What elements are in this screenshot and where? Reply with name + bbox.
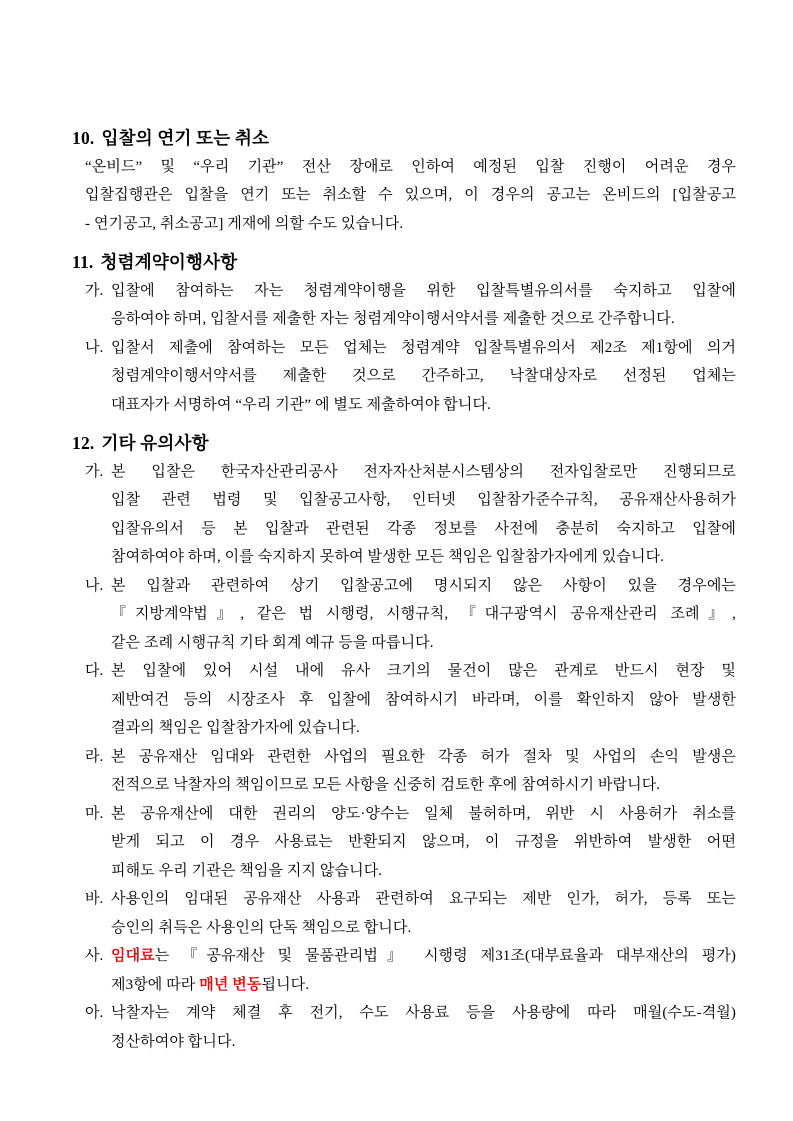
section-number: 10. [72,128,95,148]
text-line: 응하여야 하며, 입찰서를 제출한 자는 청렴계약이행서약서를 제출한 것으로 간주합니다. [111,311,675,327]
section-11 [72,248,736,419]
item-marker: 가. [85,463,104,480]
text-line: 제반여건 등의 시장조사 후 입찰에 참여하시기 바라며, 이를 확인하지 않아 발생한 [111,691,736,708]
list-item [85,334,736,420]
text-line: 입찰 관련 법령 및 입찰공고사항, 인터넷 입찰참가준수규칙, 공유재산사용허가 [111,492,736,508]
text-segment: 는 『공유재산 및 물품관리법』 시행령 제31조(대부료율과 대부재산의 평가) [154,948,736,964]
item-list [85,458,736,1057]
text-line: 입찰유의서 등 본 입찰과 관련된 각종 정보를 사전에 충분히 숙지하고 입찰에 [111,520,736,537]
item-marker: 사. [85,948,104,964]
text-line: 받게 되고 이 경우 사용료는 반환되지 않으며, 이 규정을 위반하여 발생한 어떤 [111,834,736,850]
item-body [111,942,736,999]
text-line: 참여하여야 하며, 이를 숙지하지 못하여 발생한 모든 책임은 입찰참가자에게 있습니다. [111,549,665,565]
text-line: 입찰집행관은 입찰을 연기 또는 취소할 수 있으며, 이 경우의 공고는 온비드의 [입찰공고 [85,187,736,203]
text-line: 『지방계약법』, 같은 법 시행령, 시행규칙, 『대구광역시 공유재산관리 조례』, [111,606,736,622]
text-line: “온비드” 및 “우리 기관” 전산 장애로 인하여 예정된 입찰 진행이 어려운 경우 [85,158,736,175]
list-item [85,743,736,800]
item-body [111,885,736,942]
list-item [85,885,736,942]
text-line: 청렴계약이행서약서를 제출한 것으로 간주하고, 낙찰대상자로 선정된 업체는 [111,368,736,384]
text-line: 정산하여야 합니다. [111,1033,236,1050]
text-line: 본 입찰은 한국자산관리공사 전자자산처분시스템상의 전자입찰로만 진행되므로 [111,463,736,480]
item-marker: 라. [85,748,104,765]
item-marker: 가. [85,282,104,299]
text-line: 같은 조례 시행규칙 기타 회계 예규 등을 따릅니다. [111,634,434,651]
text-line: 본 공유재산 임대와 관련한 사업의 필요한 각종 허가 절차 및 사업의 손익 발생은 [111,748,736,765]
text-line: 입찰서 제출에 참여하는 모든 업체는 청렴계약 입찰특별유의서 제2조 제1항에 의거 [111,339,736,356]
item-body [111,334,736,420]
text-line [111,971,736,1000]
item-body [111,657,736,743]
item-marker: 마. [85,805,104,822]
item-body [111,999,736,1056]
text-line: 사용인의 임대된 공유재산 사용과 관련하여 요구되는 제반 인가, 허가, 등록 또는 [111,891,736,907]
text-line: 전적으로 낙찰자의 책임이므로 모든 사항을 신중히 검토한 후에 참여하시기 바랍니다. [111,777,661,793]
item-body [111,572,736,658]
emphasis-text: 임대료 [111,948,155,964]
section-number: 12. [72,433,95,453]
item-body [111,800,736,886]
text-segment: 제3항에 따라 [111,976,200,993]
list-item [85,942,736,999]
section-title: 기타 유의사항 [101,433,209,453]
text-line: 낙찰자는 계약 체결 후 전기, 수도 사용료 등을 사용량에 따라 매월(수도-격월) [111,1005,736,1021]
list-item [85,277,736,334]
item-list [85,277,736,420]
text-line: 피해도 우리 기관은 책임을 지지 않습니다. [111,862,383,879]
text-line: 본 입찰과 관련하여 상기 입찰공고에 명시되지 않은 사항이 있을 경우에는 [111,577,736,594]
list-item [85,999,736,1056]
item-body [111,458,736,572]
item-marker: 아. [85,1005,104,1021]
section-10 [72,124,736,238]
section-title: 입찰의 연기 또는 취소 [101,128,270,148]
list-item [85,800,736,886]
text-line: 본 입찰에 있어 시설 내에 유사 크기의 물건이 많은 관계로 반드시 현장 및 [111,663,736,679]
text-line [111,942,736,971]
item-body [111,743,736,800]
item-marker: 다. [85,663,104,679]
text-line: 결과의 책임은 입찰참가자에 있습니다. [111,720,360,736]
list-item [85,572,736,658]
item-marker: 바. [85,891,104,907]
section-12 [72,429,736,1056]
section-heading [72,248,736,277]
section-heading [72,124,736,153]
list-item [85,458,736,572]
document-content [72,124,736,1056]
list-item [85,657,736,743]
section-title: 청렴계약이행사항 [100,252,238,272]
section-number: 11. [72,252,94,272]
text-line: - 연기공고, 취소공고] 게재에 의할 수도 있습니다. [85,215,404,232]
section-heading [72,429,736,458]
item-body [111,277,736,334]
text-line: 입찰에 참여하는 자는 청렴계약이행을 위한 입찰특별유의서를 숙지하고 입찰에 [111,282,736,299]
text-line: 대표자가 서명하여 “우리 기관” 에 별도 제출하여야 합니다. [111,396,491,413]
item-marker: 나. [85,577,104,594]
text-line: 승인의 취득은 사용인의 단독 책임으로 합니다. [111,919,412,936]
item-marker: 나. [85,339,104,356]
text-segment: 됩니다. [261,976,310,993]
text-line: 본 공유재산에 대한 권리의 양도·양수는 일체 불허하며, 위반 시 사용허가 취소를 [111,805,736,822]
emphasis-text: 매년 변동 [199,976,262,993]
paragraph [85,153,736,239]
